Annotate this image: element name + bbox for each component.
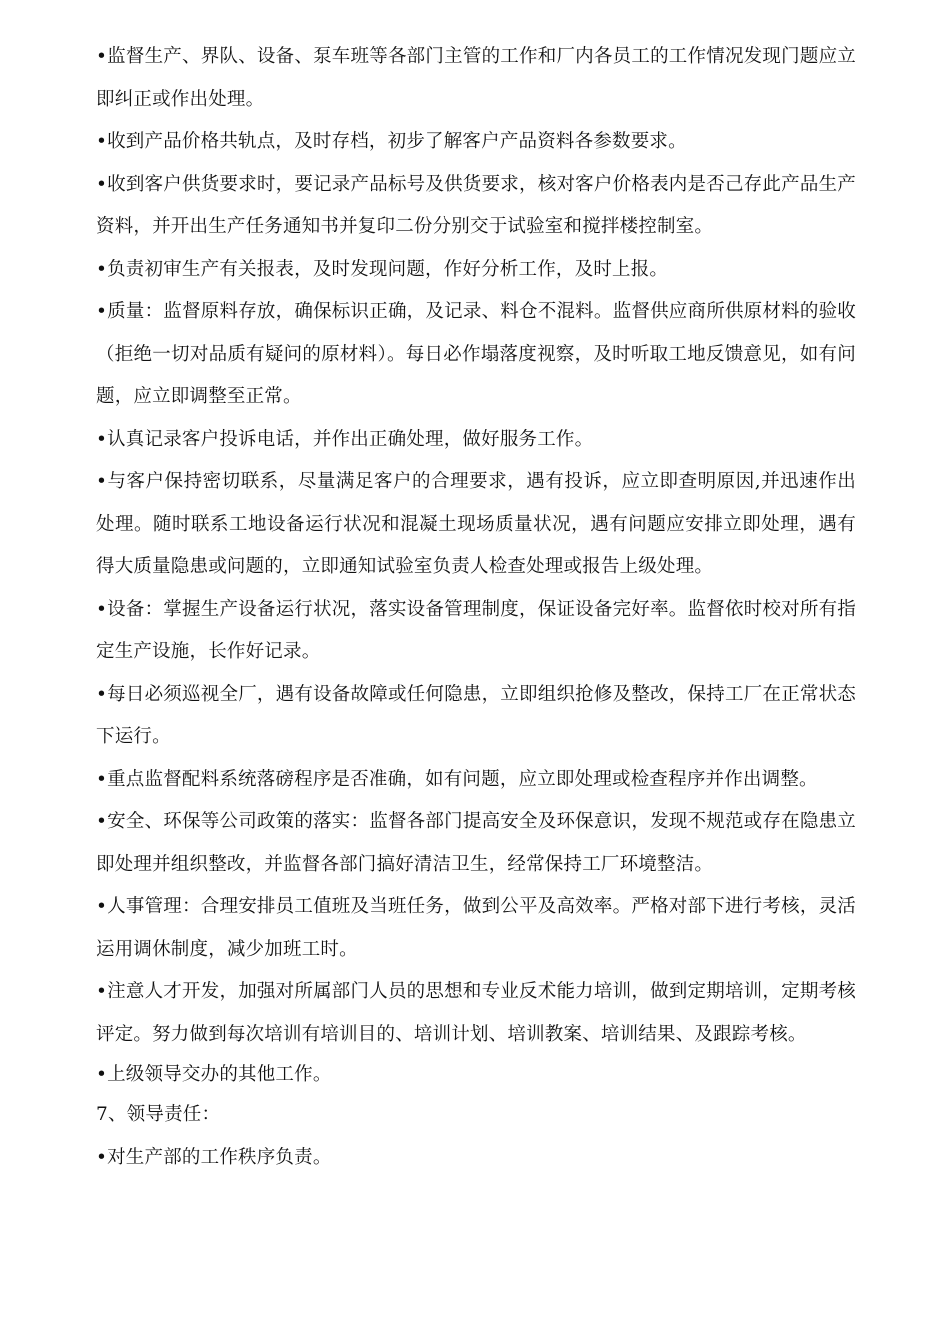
paragraph-supervise-departments: •监督生产、界队、设备、泵车班等各部门主管的工作和厂内各员工的工作情况发现门题应立即纠正或作出处理。 (96, 46, 856, 110)
paragraph-complaints: •认真记录客户投诉电话，并作出正确处理，做好服务工作。 (96, 428, 594, 450)
paragraph-supply-requirements: •收到客户供货要求时，要记录产品标号及供货要求，核对客户价格表内是否己存此产品生产资料，并开出生产任务通知书并复印二份分别交于试验室和搅拌楼控制室。 (96, 173, 856, 237)
paragraph-price-archive: •收到产品价格共轨点，及时存档，初步了解客户产品资料各参数要求。 (96, 131, 687, 152)
paragraph-quality: •质量：监督原料存放，确保标识正确，及记录、料仓不混料。监督供应商所供原材料的验收（拒绝一切对品质有疑问的原材料）。每日必作塌落度视察，及时听取工地反馈意见，如有问题，应立即调整至正常。 (96, 301, 856, 407)
paragraph-equipment: •设备：掌握生产设备运行状况，落实设备管理制度，保证设备完好率。监督依时校对所有指定生产设施，长作好记录。 (96, 598, 856, 662)
document-body (96, 36, 856, 1179)
paragraph-training: •注意人才开发，加强对所属部门人员的思想和专业反术能力培训，做到定期培训，定期考核评定。努力做到每次培训有培训目的、培训计划、培训教案、培训结果、及跟踪考核。 (96, 981, 856, 1045)
paragraph-safety-environment: •安全、环保等公司政策的落实：监督各部门提高安全及环保意识，发现不规范或存在隐患立即处理并组织整改，并监督各部门搞好清洁卫生，经常保持工厂环境整洁。 (96, 811, 856, 875)
section-heading-leadership: 7、领导责任： (96, 1104, 221, 1125)
paragraph-personnel: •人事管理：合理安排员工值班及当班任务，做到公平及高效率。严格对部下进行考核，灵活运用调休制度，减少加班工时。 (96, 896, 856, 960)
paragraph-review-reports: •负责初审生产有关报表，及时发现问题，作好分析工作，及时上报。 (96, 258, 669, 280)
paragraph-customer-contact: •与客户保持密切联系，尽量满足客户的合理要求，遇有投诉，应立即查明原因,并迅速作出处理。随时联系工地设备运行状况和混凝土现场质量状况，遇有问题应安排立即处理，遇有得大质量隐患或问题的，立即通知试验室负责人检查处理或报告上级处理。 (96, 471, 856, 577)
paragraph-work-order: •对生产部的工作秩序负责。 (96, 1146, 332, 1168)
paragraph-daily-inspection: •每日必须巡视全厂，遇有设备故障或任何隐患，立即组织抢修及整改，保持工厂在正常状态下运行。 (96, 683, 856, 747)
paragraph-batching-system: •重点监督配料系统落磅程序是否准确，如有问题，应立即处理或检查程序并作出调整。 (96, 768, 818, 790)
paragraph-other-work: •上级领导交办的其他工作。 (96, 1064, 332, 1085)
